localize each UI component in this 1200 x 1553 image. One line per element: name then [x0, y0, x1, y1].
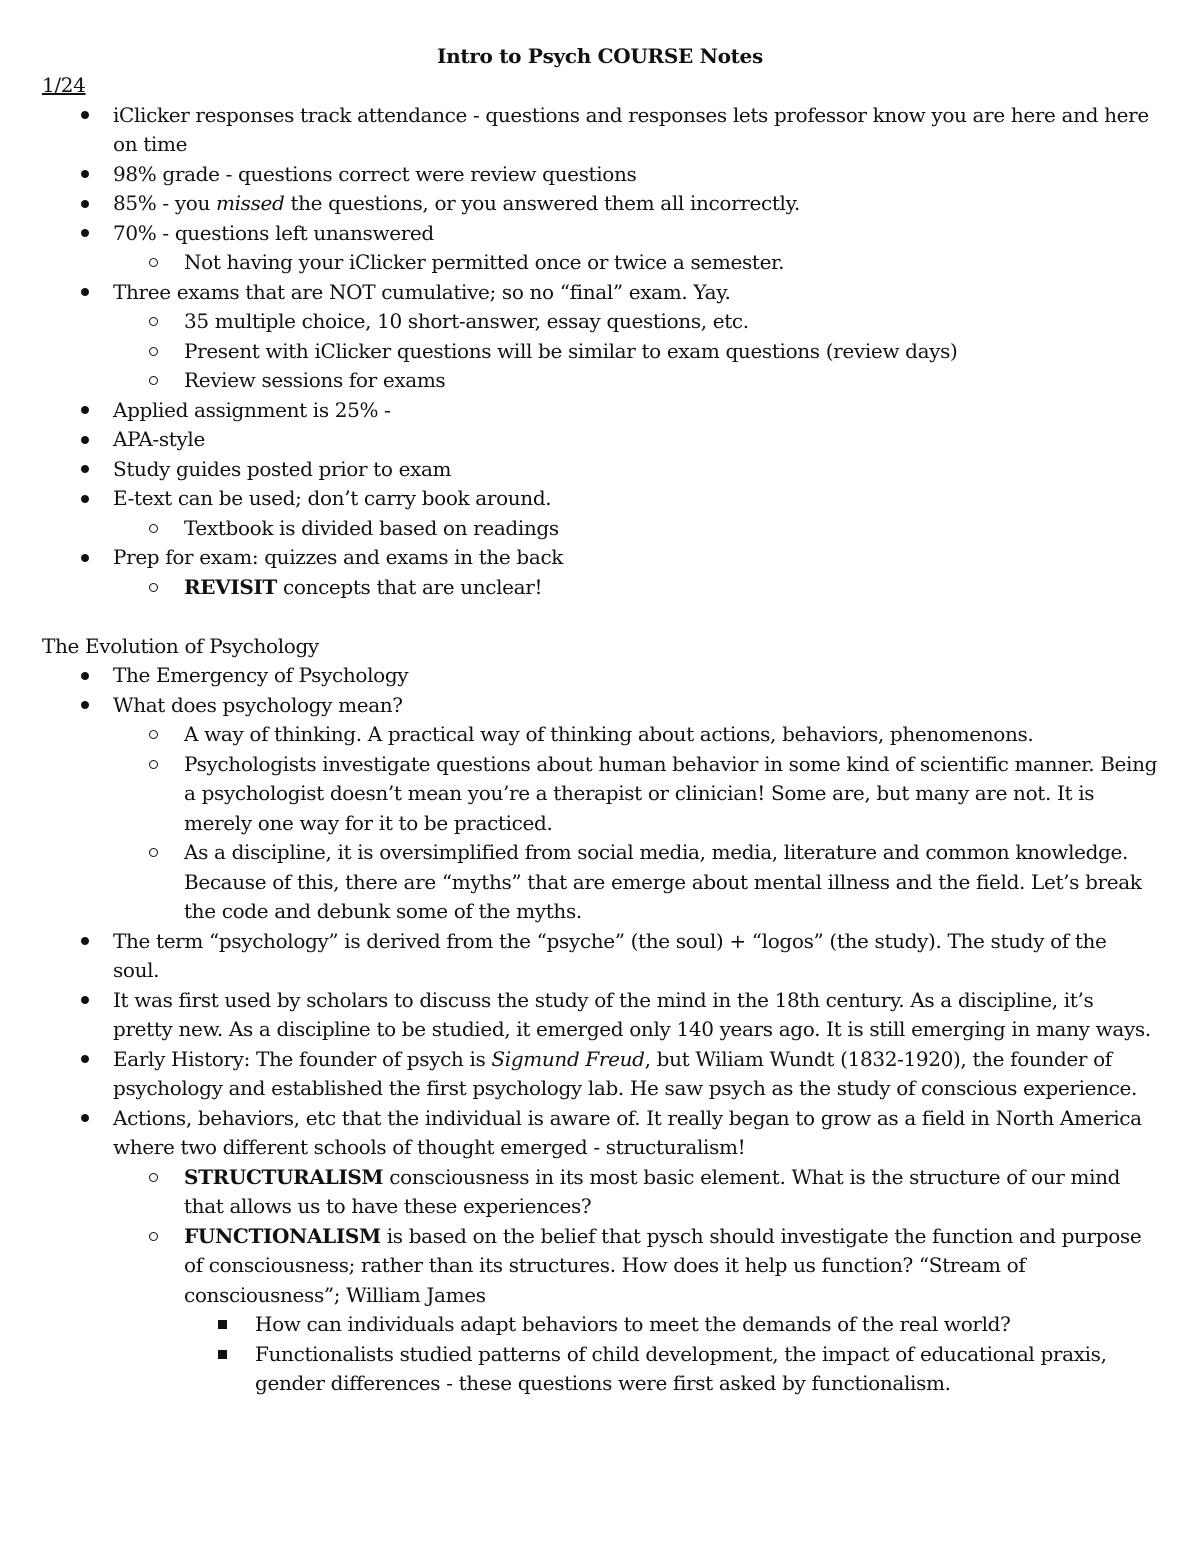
- hollow-bullet-icon: [149, 583, 158, 592]
- list-item-text: 70% - questions left unanswered: [113, 220, 434, 245]
- list-item-text: Applied assignment is 25% -: [113, 397, 391, 422]
- hollow-bullet-icon: [149, 376, 158, 385]
- list-item: [42, 455, 1158, 485]
- list-item: [42, 337, 1158, 367]
- list-item-text: Actions, behaviors, etc that the individual is aware of. It really began to grow as a field in North America where two different schools of thought emerged - structuralism!: [113, 1105, 1142, 1159]
- bullet-icon: [81, 288, 89, 296]
- hollow-bullet-icon: [149, 760, 158, 769]
- list-item-text: the questions, or you answered them all incorrectly.: [284, 191, 800, 215]
- list-item-text: , but Wiliam Wundt (1832-1920), the founder of psychology and established the first psychology lab. He saw psych as the study of conscious experience.: [113, 1046, 1137, 1100]
- list-item: [42, 927, 1158, 986]
- list-item-text: How can individuals adapt behaviors to meet the demands of the real world?: [255, 1312, 1011, 1336]
- square-bullet-icon: [218, 1320, 227, 1329]
- list-item: [42, 1222, 1158, 1311]
- list-item: [42, 484, 1158, 514]
- list-item-text: The term “psychology” is derived from the “psyche” (the soul) + “logos” (the study). The study of the soul.: [113, 928, 1107, 982]
- hollow-bullet-icon: [149, 730, 158, 739]
- list-item-text: consciousness in its most basic element. What is the structure of our mind that allows us to have these experiences?: [184, 1164, 1121, 1218]
- bullet-icon: [81, 701, 89, 709]
- hollow-bullet-icon: [149, 347, 158, 356]
- bullet-icon: [81, 495, 89, 503]
- list-item-text: Present with iClicker questions will be similar to exam questions (review days): [184, 338, 958, 363]
- list-item: [42, 543, 1158, 573]
- square-bullet-icon: [218, 1350, 227, 1359]
- list-item-text: APA-style: [113, 427, 205, 451]
- list-item: [42, 750, 1158, 839]
- list-item: [42, 160, 1158, 190]
- bullet-icon: [81, 465, 89, 473]
- hollow-bullet-icon: [149, 848, 158, 857]
- list-item-text: Not having your iClicker permitted once or twice a semester.: [184, 250, 785, 274]
- bullet-icon: [81, 937, 89, 945]
- list-item-text: It was first used by scholars to discuss the study of the mind in the 18th century. As a discipline, it’s pretty new. As a discipline to be studied, it emerged only 140 years ago. It is still emerging in many ways.: [113, 987, 1151, 1041]
- bullet-icon: [81, 111, 89, 119]
- bullet-icon: [81, 229, 89, 237]
- bullet-icon: [81, 1114, 89, 1122]
- document-title: Intro to Psych COURSE Notes: [437, 44, 763, 68]
- list-item-text: E-text can be used; don’t carry book around.: [113, 486, 552, 510]
- list-item-text: 98% grade - questions correct were review questions: [113, 161, 637, 186]
- list-item-text: Prep for exam: quizzes and exams in the back: [113, 545, 564, 569]
- list-item: [42, 1163, 1158, 1222]
- list-item-text: Functionalists studied patterns of child development, the impact of educational praxis, gender differences - these questions were first asked by functionalism.: [255, 1341, 1107, 1395]
- list-item-text: Early History: The founder of psych is: [113, 1046, 492, 1071]
- hollow-bullet-icon: [149, 1173, 158, 1182]
- list-item: [42, 1045, 1158, 1104]
- list-item: [42, 720, 1158, 750]
- list-item: [42, 691, 1158, 721]
- list-item: [42, 396, 1158, 426]
- list-item: [42, 425, 1158, 455]
- hollow-bullet-icon: [149, 317, 158, 326]
- list-item: [42, 278, 1158, 308]
- list-item-text: What does psychology mean?: [113, 692, 403, 717]
- list-item-text: iClicker responses track attendance - questions and responses lets professor know you are here and here on time: [113, 102, 1149, 156]
- list-item-text: 85% - you: [113, 191, 217, 215]
- list-item-text: 35 multiple choice, 10 short-answer, essay questions, etc.: [184, 309, 749, 333]
- bold-text: FUNCTIONALISM: [184, 1223, 381, 1248]
- list-item: [42, 248, 1158, 278]
- list-item: [42, 101, 1158, 160]
- list-item-text: Textbook is divided based on readings: [184, 515, 559, 540]
- list-item-text: Review sessions for exams: [184, 368, 446, 392]
- list-item: [42, 1310, 1158, 1340]
- bullet-icon: [81, 996, 89, 1004]
- list-item-text: The Emergency of Psychology: [113, 663, 409, 687]
- list-item: [42, 838, 1158, 927]
- list-item: [42, 189, 1158, 219]
- list-item: [42, 573, 1158, 603]
- list-item-text: Study guides posted prior to exam: [113, 456, 452, 481]
- hollow-bullet-icon: [149, 258, 158, 267]
- bullet-icon: [81, 1055, 89, 1063]
- bullet-icon: [81, 672, 89, 680]
- list-item: [42, 1104, 1158, 1163]
- bullet-icon: [81, 436, 89, 444]
- emphasis-text: Sigmund Freud: [491, 1046, 645, 1071]
- list-item: [42, 986, 1158, 1045]
- list-item-text: Psychologists investigate questions about human behavior in some kind of scientific manner. Being a psychologist doesn’t mean you’re a therapist or clinician! Some are, but many are not. It is merely one way for it to be practiced.: [184, 751, 1158, 835]
- bold-text: STRUCTURALISM: [184, 1164, 384, 1189]
- list-item-text: A way of thinking. A practical way of thinking about actions, behaviors, phenomenons.: [184, 722, 1034, 746]
- list-item: [42, 661, 1158, 691]
- list-item-text: Three exams that are NOT cumulative; so no “final” exam. Yay.: [113, 279, 731, 304]
- bullet-icon: [81, 406, 89, 414]
- section-heading: The Evolution of Psychology: [42, 633, 319, 658]
- list-item-text: concepts that are unclear!: [276, 574, 543, 599]
- list-item-text: is based on the belief that pysch should investigate the function and purpose of consciousness; rather than its structures. How does it help us function? “Stream of consciousness”; William James: [184, 1223, 1142, 1307]
- list-item: [42, 514, 1158, 544]
- bullet-icon: [81, 200, 89, 208]
- list-item-text: As a discipline, it is oversimplified from social media, media, literature and common knowledge. Because of this, there are “myths” that are emerge about mental illness and the field. Let’s break the code and debunk some of the myths.: [184, 840, 1142, 923]
- hollow-bullet-icon: [149, 524, 158, 533]
- hollow-bullet-icon: [149, 1232, 158, 1241]
- emphasis-text: missed: [216, 191, 285, 215]
- list-item: [42, 307, 1158, 337]
- notes-list-section1: [42, 101, 1158, 603]
- bullet-icon: [81, 554, 89, 562]
- notes-list-section2: [42, 661, 1158, 1399]
- list-item: [42, 219, 1158, 249]
- document-body: [42, 71, 1158, 1399]
- list-item: [42, 1340, 1158, 1399]
- bullet-icon: [81, 170, 89, 178]
- bold-text: REVISIT: [184, 574, 277, 599]
- list-item: [42, 366, 1158, 396]
- date-heading: 1/24: [42, 73, 86, 97]
